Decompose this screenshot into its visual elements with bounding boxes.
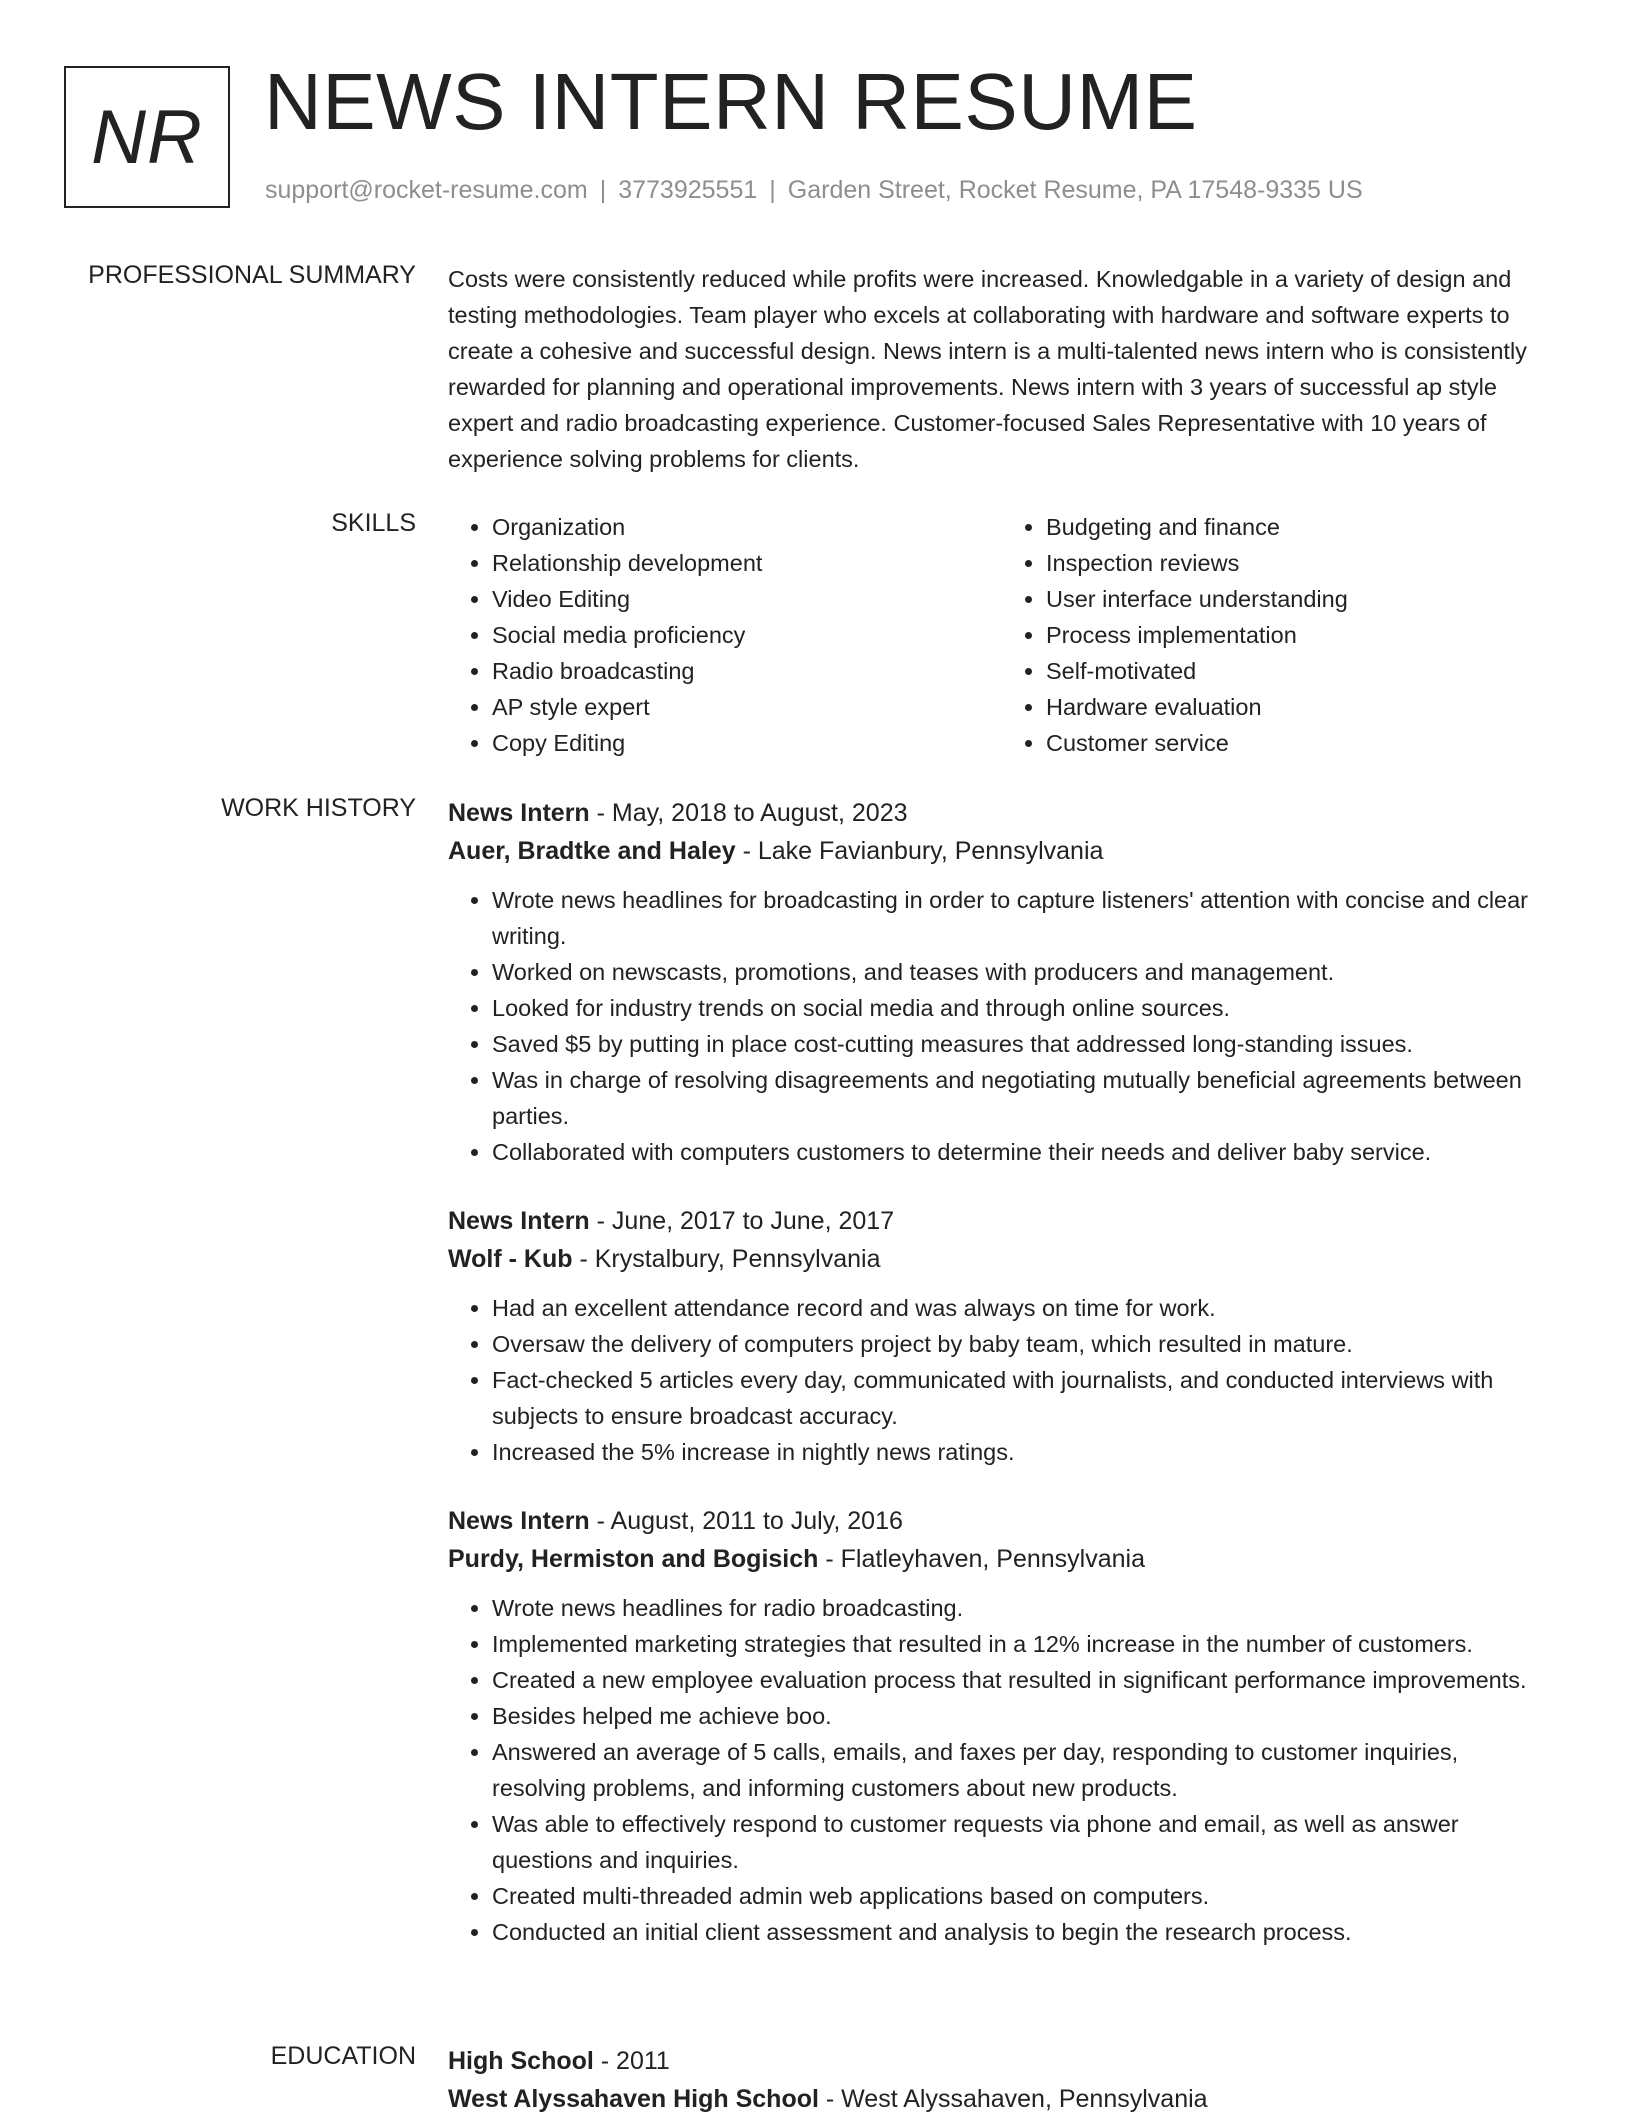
summary-text: Costs were consistently reduced while profits were increased. Knowledgable in a variety of design and testing methodologies. Team player who excels at collaborating with hardware and software experts to create a cohesive and successful design. News intern is a multi-talented news intern who is consistently rewarded for planning and operational improvements. News intern with 3 years of successful ap style expert and radio broadcasting experience. Customer-focused Sales Representative with 10 years of experience solving problems for clients.	[448, 266, 1527, 472]
resume-title: NEWS INTERN RESUME	[264, 57, 1198, 146]
contact-line	[265, 176, 1363, 205]
skills-grid	[448, 509, 1556, 761]
skill-item: • Hardware evaluation	[1046, 689, 1556, 725]
job-company: Wolf - Kub	[448, 1245, 573, 1273]
job-bullet: • Collaborated with computers customers to determine their needs and deliver baby service.	[492, 1134, 1556, 1170]
skill-item: • Relationship development	[492, 545, 1002, 581]
job-title-line	[448, 1202, 1556, 1240]
skill-item: • Process implementation	[1046, 617, 1556, 653]
education-location: - West Alyssahaven, Pennsylvania	[818, 2085, 1208, 2113]
section-label-education: EDUCATION	[270, 2042, 416, 2070]
skill-item: • Social media proficiency	[492, 617, 1002, 653]
job-bullet: • Had an excellent attendance record and was always on time for work.	[492, 1290, 1556, 1326]
job-dates: - August, 2011 to July, 2016	[589, 1507, 903, 1535]
contact-separator: |	[599, 176, 607, 204]
job-company-line	[448, 832, 1556, 870]
job-bullet: • Increased the 5% increase in nightly news ratings.	[492, 1434, 1556, 1470]
monogram-logo: NR	[64, 66, 230, 208]
skill-item: • Self-motivated	[1046, 653, 1556, 689]
education-degree: High School	[448, 2047, 594, 2075]
job-location: - Lake Favianbury, Pennsylvania	[735, 837, 1104, 865]
job-bullet: • Worked on newscasts, promotions, and teases with producers and management.	[492, 954, 1556, 990]
job-bullet: • Implemented marketing strategies that resulted in a 12% increase in the number of customers.	[492, 1626, 1556, 1662]
job-company: Auer, Bradtke and Haley	[448, 837, 736, 865]
job-bullet: • Was in charge of resolving disagreements and negotiating mutually beneficial agreements between parties.	[492, 1062, 1556, 1134]
job-bullets	[448, 1590, 1556, 1950]
education-school-line	[448, 2080, 1556, 2118]
skill-item: • Radio broadcasting	[492, 653, 1002, 689]
job-company-line	[448, 1540, 1556, 1578]
job-bullets	[448, 1290, 1556, 1470]
job-location: - Flatleyhaven, Pennsylvania	[818, 1545, 1145, 1573]
skill-item: • Organization	[492, 509, 1002, 545]
job-bullet: • Created a new employee evaluation process that resulted in significant performance improvements.	[492, 1662, 1556, 1698]
job-title-line	[448, 1502, 1556, 1540]
education-school: West Alyssahaven High School	[448, 2085, 819, 2113]
job-bullet: • Besides helped me achieve boo.	[492, 1698, 1556, 1734]
skill-item: • User interface understanding	[1046, 581, 1556, 617]
skills-list-left	[448, 509, 1002, 761]
skill-item: • Copy Editing	[492, 725, 1002, 761]
job-title: News Intern	[448, 1207, 590, 1235]
job-bullet: • Conducted an initial client assessment and analysis to begin the research process.	[492, 1914, 1556, 1950]
job-entry	[448, 1202, 1556, 1470]
job-company-line	[448, 1240, 1556, 1278]
contact-email[interactable]: support@rocket-resume.com	[265, 176, 588, 204]
skill-item: • Inspection reviews	[1046, 545, 1556, 581]
job-entry	[448, 794, 1556, 1170]
contact-phone[interactable]: 3773925551	[618, 176, 758, 204]
contact-separator: |	[769, 176, 776, 204]
job-bullet: • Oversaw the delivery of computers project by baby team, which resulted in mature.	[492, 1326, 1556, 1362]
skill-item: • AP style expert	[492, 689, 1002, 725]
skill-item: • Budgeting and finance	[1046, 509, 1556, 545]
section-label-skills: SKILLS	[331, 509, 416, 537]
job-bullets	[448, 882, 1556, 1170]
skill-item: • Customer service	[1046, 725, 1556, 761]
job-bullet: • Wrote news headlines for broadcasting in order to capture listeners' attention with concise and clear writing.	[492, 882, 1556, 954]
education-year: - 2011	[593, 2047, 670, 2075]
job-bullet: • Saved $5 by putting in place cost-cutting measures that addressed long-standing issues.	[492, 1026, 1556, 1062]
section-label-summary: PROFESSIONAL SUMMARY	[88, 261, 416, 289]
job-company: Purdy, Hermiston and Bogisich	[448, 1545, 819, 1573]
job-dates: - May, 2018 to August, 2023	[589, 799, 908, 827]
contact-address: Garden Street, Rocket Resume, PA 17548-9335 US	[787, 176, 1363, 204]
job-dates: - June, 2017 to June, 2017	[589, 1207, 895, 1235]
job-bullet: • Created multi-threaded admin web applications based on computers.	[492, 1878, 1556, 1914]
job-bullet: • Answered an average of 5 calls, emails, and faxes per day, responding to customer inquiries, resolving problems, and informing customers about new products.	[492, 1734, 1556, 1806]
skill-item: • Video Editing	[492, 581, 1002, 617]
job-title: News Intern	[448, 799, 590, 827]
education-degree-line	[448, 2042, 1556, 2080]
job-title-line	[448, 794, 1556, 832]
job-bullet: • Was able to effectively respond to customer requests via phone and email, as well as answer questions and inquiries.	[492, 1806, 1556, 1878]
job-title: News Intern	[448, 1507, 590, 1535]
job-bullet: • Looked for industry trends on social media and through online sources.	[492, 990, 1556, 1026]
skills-list-right	[1002, 509, 1556, 761]
job-location: - Krystalbury, Pennsylvania	[572, 1245, 881, 1273]
job-bullet: • Wrote news headlines for radio broadcasting.	[492, 1590, 1556, 1626]
job-entry	[448, 1502, 1556, 1950]
job-bullet: • Fact-checked 5 articles every day, communicated with journalists, and conducted interviews with subjects to ensure broadcast accuracy.	[492, 1362, 1556, 1434]
section-label-work-history: WORK HISTORY	[221, 794, 416, 822]
